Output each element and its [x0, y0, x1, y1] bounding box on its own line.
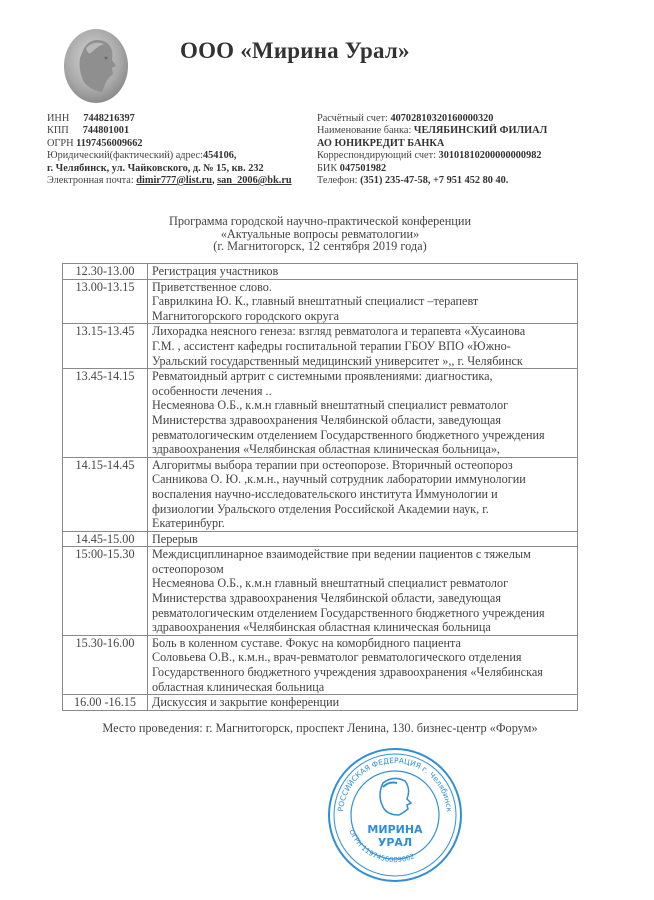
- schedule-description-line: ревматологическим отделением Государственного бюджетного учреждения: [152, 605, 545, 620]
- schedule-description-line: Санникова О. Ю. ,к.м.н., научный сотрудник лаборатории иммунологии: [152, 472, 526, 487]
- schedule-description-line: Лихорадка неясного генеза: взгляд ревматолога и терапевта «Хусаинова: [152, 324, 526, 339]
- bank-requisites: [317, 113, 547, 187]
- kpp-row: [47, 125, 292, 137]
- stamp-outer-text: РОССИЙСКАЯ ФЕДЕРАЦИЯ г. Челябинск: [336, 755, 454, 813]
- schedule-description-line: Министерства здравоохранения Челябинской области, заведующая: [152, 591, 501, 606]
- company-seal-stamp-icon: [325, 745, 465, 885]
- bik-label: БИК: [317, 162, 338, 174]
- inn-value: 7448216397: [83, 113, 135, 124]
- address-line: [47, 163, 292, 175]
- schedule-row: [63, 635, 578, 694]
- schedule-description-line: Дискуссия и закрытие конференции: [152, 695, 340, 710]
- ogrn-value: 1197456009662: [76, 137, 143, 149]
- schedule-description-line: Министерства здравоохранения Челябинской области, заведующая: [152, 412, 501, 427]
- schedule-description-line: Приветственное слово.: [152, 279, 272, 294]
- program-title-line-3: (г. Магнитогорск, 12 сентября 2019 года): [213, 239, 427, 254]
- schedule-row: [63, 279, 578, 324]
- schedule-time: 13.15-13.45: [63, 324, 148, 369]
- schedule-description-line: областная клиническая больница: [152, 679, 325, 694]
- schedule-table-body: [63, 264, 578, 711]
- schedule-description: [148, 369, 578, 458]
- schedule-time: 15.30-16.00: [63, 635, 148, 694]
- schedule-description: [148, 279, 578, 324]
- program-title-line-2: «Актуальные вопросы ревматологии»: [220, 226, 420, 241]
- schedule-row: [63, 324, 578, 369]
- schedule-time: 13.00-13.15: [63, 279, 148, 324]
- address-row: [47, 150, 292, 162]
- schedule-time: 14.15-14.45: [63, 457, 148, 531]
- schedule-row: [63, 695, 578, 711]
- schedule-description-line: остеопорозом: [152, 561, 224, 576]
- schedule-time: 14.45-15.00: [63, 531, 148, 547]
- schedule-description: [148, 547, 578, 636]
- program-title: [62, 215, 578, 253]
- schedule-description-line: Г.М. , ассистент кафедры госпитальной терапии ГБОУ ВПО «Южно-: [152, 338, 511, 353]
- stamp-center-line-2: УРАЛ: [377, 836, 413, 849]
- postcode-value: 454106,: [202, 150, 237, 162]
- schedule-description: [148, 457, 578, 531]
- email-row: [47, 175, 292, 187]
- kpp-label: КПП: [47, 125, 69, 137]
- email-link-2[interactable]: san_2006@bk.ru: [217, 175, 292, 187]
- schedule-description-line: Несмеянова О.Б., к.м.н главный внештатный специалист ревматолог: [152, 576, 509, 591]
- schedule-row: [63, 457, 578, 531]
- phone-label: Телефон:: [317, 175, 358, 187]
- schedule-description: [148, 695, 578, 711]
- schedule-description-line: Ревматоидный артрит с системными проявлениями: диагностика,: [152, 369, 493, 384]
- schedule-description-line: воспаления научно-исследовательского института Иммунологии и: [152, 486, 498, 501]
- email-separator: ,: [211, 175, 218, 187]
- account-row: [317, 113, 547, 125]
- schedule-description-line: Государственного бюджетного учреждения здравоохранения «Челябинская: [152, 665, 543, 680]
- schedule-description: [148, 635, 578, 694]
- address-label: Юридический(фактический) адрес:: [47, 150, 203, 162]
- venue-text: Место проведения: г. Магнитогорск, проспект Ленина, 130. бизнес-центр «Форум»: [102, 721, 538, 735]
- schedule-time: 12.30-13.00: [63, 264, 148, 280]
- schedule-description-line: Магнитогорского городского округа: [152, 308, 339, 323]
- schedule-table: [62, 263, 578, 711]
- address-value: г. Челябинск, ул. Чайковского, д. № 15, кв. 232: [47, 162, 264, 174]
- stamp-center-line-1: МИРИНА: [367, 823, 423, 836]
- schedule-description-line: физиологии Уральского отделения Российской Академии наук, г.: [152, 501, 489, 516]
- phone-row: [317, 175, 547, 187]
- schedule-time: 16.00 -16.15: [63, 695, 148, 711]
- schedule-description-line: Соловьева О.В., к.м.н., врач-ревматолог ревматологического отделения: [152, 650, 522, 665]
- kpp-value: 744801001: [82, 125, 130, 137]
- schedule-description: [148, 264, 578, 280]
- corr-value: 30101810200000000982: [438, 150, 542, 162]
- schedule-description-line: здравоохранения «Челябинская областная клиническая больница: [152, 620, 491, 635]
- schedule-time: 15:00-15.30: [63, 547, 148, 636]
- schedule-description-line: особенности лечения ..: [152, 383, 272, 398]
- schedule-description-line: Регистрация участников: [152, 264, 279, 278]
- bank-row-2: [317, 138, 547, 150]
- bik-row: [317, 163, 547, 175]
- schedule-description-line: Междисциплинарное взаимодействие при ведении пациентов с тяжелым: [152, 547, 531, 562]
- inn-row: [47, 113, 292, 125]
- schedule-row: [63, 531, 578, 547]
- bank-name-line1: ЧЕЛЯБИНСКИЙ ФИЛИАЛ: [413, 125, 548, 137]
- schedule-row: [63, 264, 578, 280]
- ogrn-row: [47, 138, 292, 150]
- schedule-description-line: здравоохранения «Челябинская областная клиническая больница»,: [152, 442, 500, 457]
- bank-name-line2: АО ЮНИКРЕДИТ БАНКА: [317, 137, 445, 149]
- email-link-1[interactable]: dimir777@list.ru: [136, 175, 212, 187]
- corr-row: [317, 150, 547, 162]
- account-value: 40702810320160000320: [390, 113, 494, 124]
- email-label: Электронная почта:: [47, 175, 134, 187]
- program-title-line-1: Программа городской научно-практической конференции: [168, 214, 472, 228]
- coin-profile-logo-icon: [62, 26, 130, 106]
- schedule-description-line: ревматологическим отделением Государственного бюджетного учреждения: [152, 427, 545, 442]
- inn-label: ИНН: [47, 113, 70, 124]
- schedule-description-line: Перерыв: [152, 531, 198, 546]
- stamp-bottom-text: ОГРН 1197456009662: [347, 828, 416, 865]
- phone-value: (351) 235-47-58, +7 951 452 80 40.: [360, 175, 509, 187]
- schedule-description-line: Несмеянова О.Б., к.м.н главный внештатный специалист ревматолог: [152, 398, 509, 413]
- bank-label: Наименование банка:: [317, 125, 412, 137]
- schedule-description-line: Екатеринбург.: [152, 516, 225, 531]
- schedule-row: [63, 547, 578, 636]
- corr-label: Корреспондирующий счет:: [317, 150, 436, 162]
- ogrn-label: ОГРН: [47, 137, 74, 149]
- company-requisites: [47, 113, 292, 187]
- company-name: ООО «Мирина Урал»: [180, 38, 410, 63]
- bik-value: 047501982: [339, 162, 387, 174]
- schedule-row: [63, 369, 578, 458]
- schedule-description-line: Уральский государственный медицинский университет »,, г. Челябинск: [152, 353, 523, 368]
- schedule-description: [148, 531, 578, 547]
- schedule-time: 13.45-14.15: [63, 369, 148, 458]
- account-label: Расчётный счет:: [317, 113, 388, 124]
- schedule-description-line: Боль в коленном суставе. Фокус на коморбидного пациента: [152, 635, 461, 650]
- schedule-description-line: Гаврилкина Ю. К., главный внештатный специалист –терапевт: [152, 294, 479, 309]
- schedule-description: [148, 324, 578, 369]
- schedule-description-line: Алгоритмы выбора терапии при остеопорозе. Вторичный остеопороз: [152, 457, 513, 472]
- bank-row: [317, 125, 547, 137]
